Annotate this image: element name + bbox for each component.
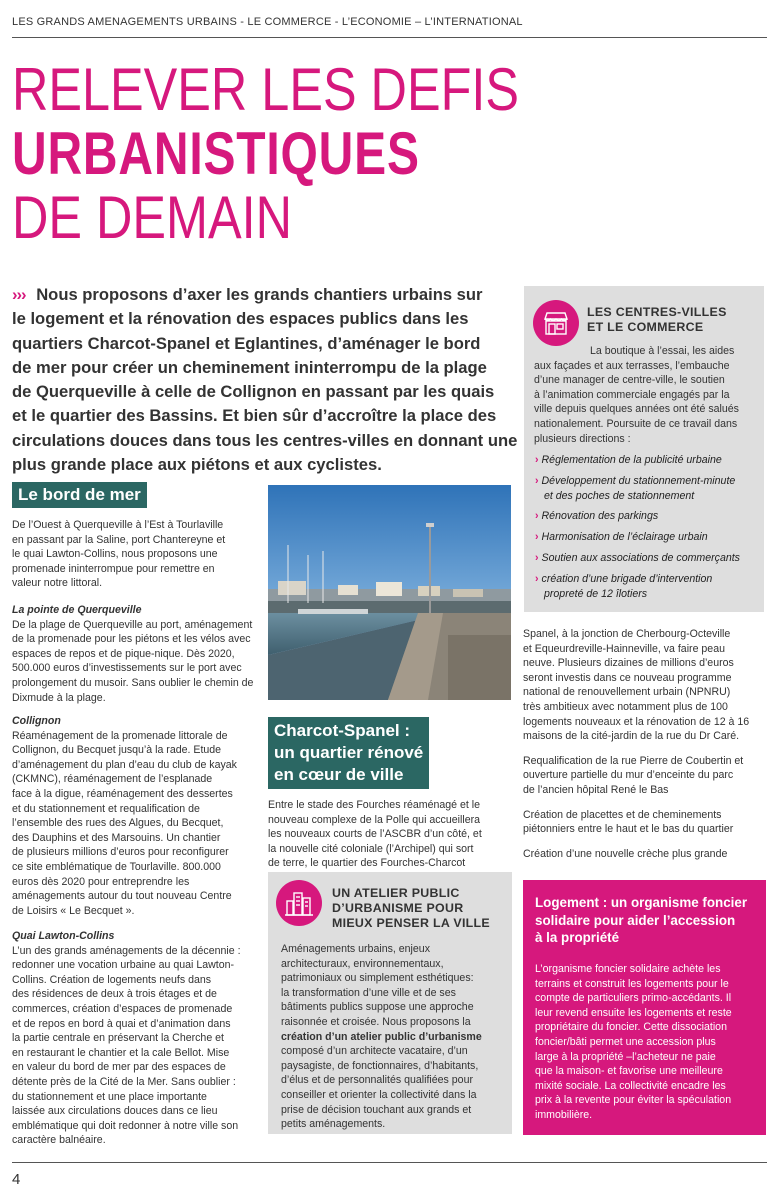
centres-villes-list [535, 453, 760, 607]
intro-paragraph [12, 283, 518, 477]
centres-villes-title: LES CENTRES-VILLES ET LE COMMERCE [587, 305, 727, 334]
subheading-lawton-collins: Quai Lawton-Collins [12, 930, 115, 942]
centres-villes-paragraph: La boutique à l’essai, les aides aux façades et aux terrasses, l’embauche d’une manager de centre-ville, le soutien à l’animation commerciale engagés par la ville depuis quelques années ont été salués nationalement. Poursuite de ce travail dans plusieurs directions : [534, 345, 739, 445]
logement-title: Logement : un organisme foncier solidaire pour aider l’accession à la propriété [535, 895, 748, 945]
chevron-right-icon: › [535, 551, 539, 564]
bord-de-mer-intro: De l’Ouest à Querqueville à l’Est à Tourlaville en passant par la Saline, port Chantereyne et le quai Lawton-Collins, nous proposons une promenade ininterrompue pour remettre en valeur notre littoral. [12, 519, 226, 590]
storefront-icon [533, 300, 579, 346]
list-item: › Harmonisation de l’éclairage urbain [535, 531, 708, 544]
title-line-1: RELEVER LES DEFIS [12, 56, 519, 123]
querqueville-section: La pointe de Querqueville De la plage de Querqueville au port, aménagement de la promenade pour les piétons et les vélos avec espaces de repos et de pique-nique. Dès 2020, 500.000 euros d’investissements sur le port avec prolongement du musoir. Sans oublier le chemin de Dixmude à la plage. [12, 604, 254, 704]
subheading-collignon: Collignon [12, 715, 61, 727]
city-buildings-icon [276, 880, 322, 926]
chevron-right-icon: › [535, 454, 539, 466]
logement-paragraph: L’organisme foncier solidaire achète les terrains et construit les logements pour le compte de particuliers primo-accédants. Il leur revend ensuite les logements et reste propriétaire du foncier. Cette dissociation foncier/bâti permet une accession plus large à la propriété –l’acheteur ne paie que la maison- et favorise une meilleure mixité sociale. La collectivité encadre les prix à la revente pour éviter la spéculation immobilière. [535, 963, 732, 1121]
intro-line: circulations douces dans tous les centres-villes en donnant une [12, 430, 518, 450]
atelier-paragraph: Aménagements urbains, enjeux architecturaux, environnementaux, patrimoniaux ou simplement esthétiques: la transformation d’une ville et de ses bâtiments publics suppose une approche raisonnée et croisée. Nous proposons la création d’un atelier public d’urbanisme composé d’un architecte vacataire, d’un paysagiste, de fonctionnaires, d’habitants, d’élus et de personnalités qualifiées pour conseiller et orienter la collectivité dans la prise de décision touchant aux grands et petits aménagements. [281, 943, 482, 1131]
intro-line: plus grande place aux piétons et aux cyclistes. [12, 455, 382, 475]
atelier-box [268, 872, 512, 1134]
chevron-right-icon: › [535, 572, 539, 585]
list-item: › création d’une brigade d’intervention propreté de 12 îlotiers [535, 572, 713, 600]
charcot-paragraph: Entre le stade des Fourches réaménagé et le nouveau complexe de la Polle qui accueillera les nouveaux courts de l’ASCBR d’un côté, et la nouvelle cité coloniale (l’Archipel) qui sort de terre, le quartier des Fourches-Charcot [268, 799, 482, 870]
section-title-bord-de-mer: Le bord de mer [12, 482, 147, 508]
intro-line: de Querqueville à celle de Collignon en passant par les quais [12, 382, 495, 402]
intro-line: de mer pour créer un cheminement ininterrompu de la plage [12, 357, 487, 377]
lawton-collins-section: Quai Lawton-Collins L’un des grands aménagements de la décennie : redonner une vocation urbaine au quai Lawton- Collins. Création de logements neufs dans des résidences de deux à trois étages et de commerces, création d’espaces de promenade et de repos en bord à quai et d’animation dans la partie centrale en préservant la Cherche et en restaurant le chantier et la cale Bellot. Mise en valeur du bord de mer par des espaces de détente près de la Cité de la Mer. Sans oublier : du stationnement et une place importante laissée aux circulations douces dans ce lieu emblématique qui doit redonner à notre ville son caractère balnéaire. [12, 929, 252, 1148]
intro-line: ››› Nous proposons d’axer les grands chantiers urbains sur [12, 285, 483, 304]
running-header-text: LES GRANDS AMENAGEMENTS URBAINS - LE COMMERCE - L’ECONOMIE – L’INTERNATIONAL [12, 16, 523, 28]
section-title-charcot-spanel: Charcot-Spanel : un quartier rénové en cœur de ville [268, 717, 429, 789]
intro-line: quartiers Charcot-Spanel et Eglantines, d’aménager le bord [12, 333, 481, 353]
footer-divider [12, 1162, 767, 1163]
list-item: › Développement du stationnement-minute et des poches de stationnement [535, 474, 736, 502]
spanel-paragraphs: Spanel, à la jonction de Cherbourg-Octeville et Equeurdreville-Hainneville, va faire peau neuve. Plusieurs dizaines de millions d’euros seront investis dans ce nouveau programme national de renouvellement urbain (NPNRU) très ambitieux avec notamment plus de 100 logements nouveaux et la rénovation de 12 à 16 maisons de la cité-jardin de la rue du Dr Caré. Requalification de la rue Pierre de Coubertin et ouverture partielle du mur d’enceinte du parc de l’ancien hôpital René le Bas Création de placettes et de cheminements piétonniers entre le haut et le bas du quartier Création d’une nouvelle crèche plus grande [523, 628, 750, 860]
list-item: › Rénovation des parkings [535, 510, 659, 523]
chevron-right-icon: › [535, 531, 539, 544]
page-number: 4 [12, 1171, 21, 1188]
title-line-3: DE DEMAIN [12, 184, 293, 251]
list-item: › Soutien aux associations de commerçants [535, 551, 740, 564]
intro-line: le logement et la rénovation des espaces publics dans les [12, 309, 469, 329]
list-item: › Réglementation de la publicité urbaine [535, 454, 722, 466]
running-header [12, 12, 767, 38]
intro-line: et le quartier des Bassins. Et bien sûr d’accroître la place des [12, 406, 497, 426]
subheading-querqueville: La pointe de Querqueville [12, 604, 142, 616]
page-title [12, 58, 616, 250]
chevrons-icon: ››› [12, 285, 26, 304]
collignon-section: Collignon Réaménagement de la promenade littorale de Collignon, du Becquet jusqu’à la rade. Etude d’aménagement du plan d’eau du club de kayak (CKMNC), réaménagement de l’esplanade face à la digue, réaménagement des dessertes et du stationnement et requalification de l’ensemble des rues des Algues, du Becquet, des Dauphins et des Marsouins. Un chantier de plusieurs millions d’euros pour reconfigurer ce site emblématique de Tourlaville. 800.000 euros dès 2020 pour entreprendre les aménagements autour du tout nouveau Centre de Loisirs « Le Becquet ». [12, 714, 252, 918]
chevron-right-icon: › [535, 474, 539, 487]
title-line-2: URBANISTIQUES [12, 120, 420, 187]
atelier-title: UN ATELIER PUBLIC D’URBANISME POUR MIEUX PENSER LA VILLE [332, 886, 490, 930]
harbour-photo [268, 485, 511, 700]
logement-box [523, 880, 766, 1135]
chevron-right-icon: › [535, 510, 539, 523]
